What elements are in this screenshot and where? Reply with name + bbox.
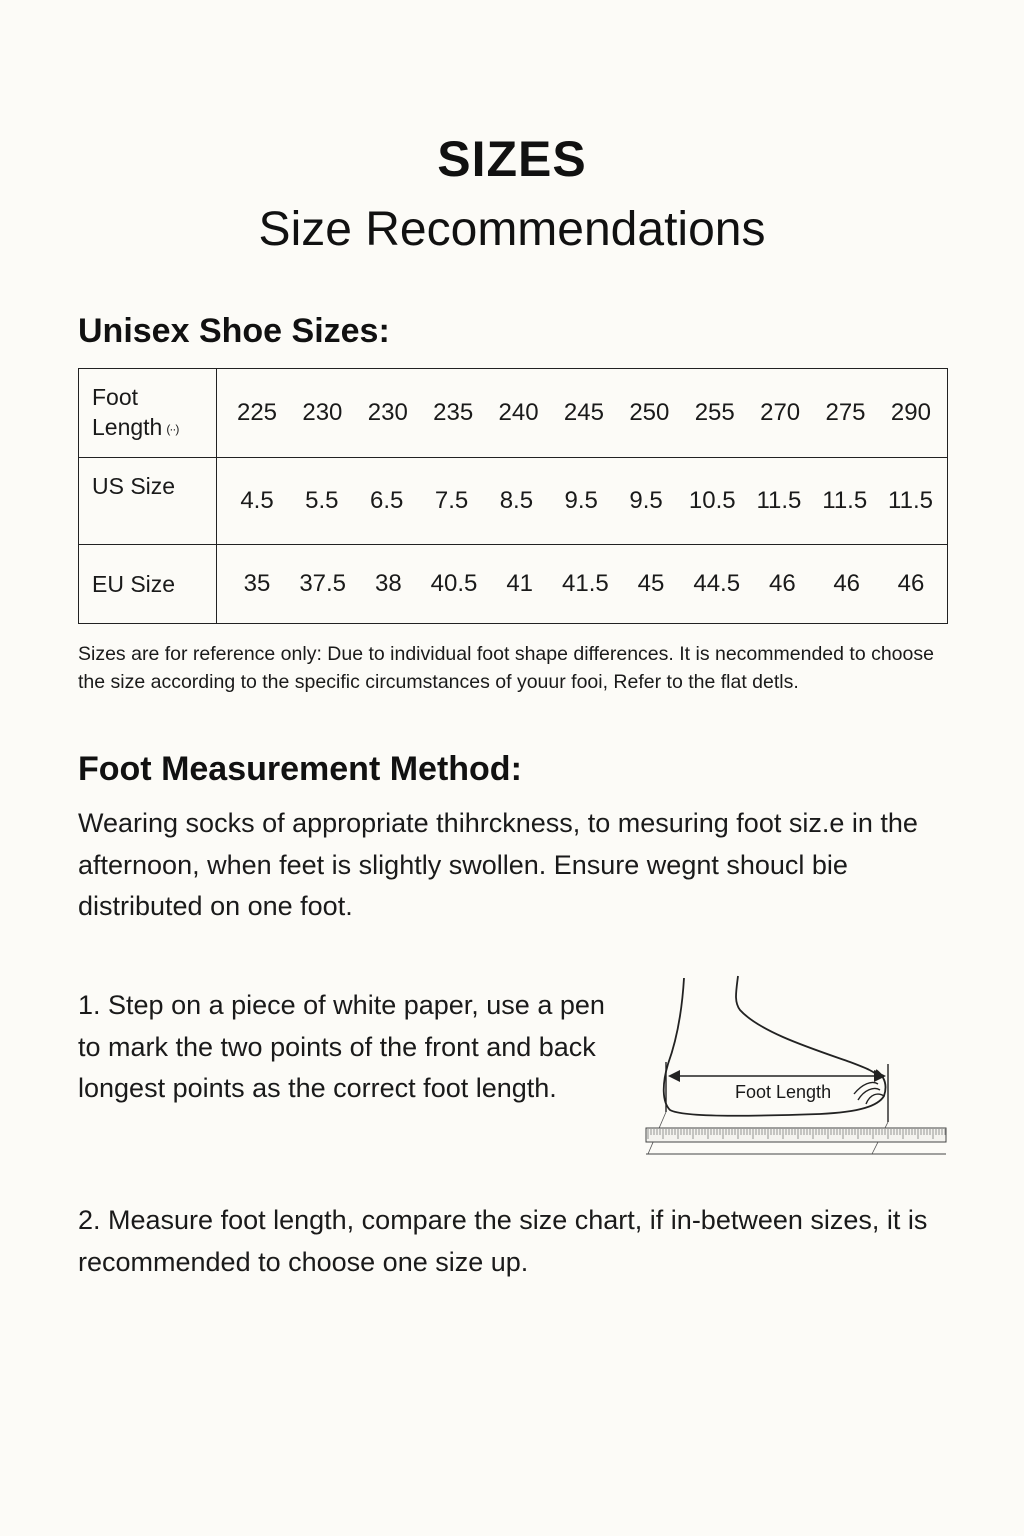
step-2-text: 2. Measure foot length, compare the size chart, if in-between sizes, it is recommended to choose one size up.: [78, 1205, 928, 1277]
table-cell: 46: [897, 570, 925, 597]
row-label-line2: Length: [92, 414, 163, 441]
table-cell: 11.5: [756, 487, 802, 514]
foot-length-label: Foot Length: [735, 1082, 832, 1102]
table-cell: 235: [433, 399, 474, 426]
row-label-foot-length: [79, 369, 217, 458]
page-subtitle: Size Recommendations: [258, 203, 766, 256]
table-cell: 240: [498, 399, 539, 426]
row-values-eu-size: [217, 545, 948, 624]
table-cell: 41: [506, 570, 534, 597]
table-cell: 44.5: [693, 570, 741, 597]
table-cell: 10.5: [688, 487, 736, 514]
values-container: [217, 570, 947, 598]
row-label-line1: Foot: [92, 384, 139, 411]
table-cell: 9.5: [564, 487, 598, 514]
row-label-line1: US Size: [92, 473, 176, 499]
row-values-foot-length: [217, 369, 948, 458]
table-cell: 5.5: [305, 487, 339, 514]
values-container: [217, 487, 947, 515]
row-label-us-size: [79, 458, 217, 545]
table-cell: 41.5: [562, 570, 609, 597]
table-cell: 11.5: [888, 487, 933, 514]
foot-illustration: [640, 972, 950, 1162]
row-label-line1: EU Size: [92, 571, 176, 597]
row-values-us-size: [217, 458, 948, 545]
method-intro-text: Wearing socks of appropriate thihrckness, to mesuring foot siz.e in the afternoon, when feet is slightly swollen. Ensure wegnt shoucl bie distributed on one foot.: [78, 808, 918, 921]
method-section-heading: Foot Measurement Method:: [78, 750, 522, 788]
table-row-foot-length: [79, 369, 948, 458]
table-cell: 9.5: [629, 487, 663, 514]
size-section-heading: Unisex Shoe Sizes:: [78, 312, 390, 350]
table-cell: 40.5: [430, 570, 478, 597]
foot-measurement-diagram: [640, 972, 950, 1162]
step-1-text: 1. Step on a piece of white paper, use a pen to mark the two points of the front and back longest points as the correct foot length.: [78, 990, 605, 1103]
size-table: [78, 368, 948, 624]
table-cell: 46: [769, 570, 796, 597]
row-label-eu-size: [79, 545, 217, 624]
table-row-us-size: [79, 458, 948, 545]
table-cell: 245: [563, 399, 604, 426]
table-cell: 230: [367, 399, 408, 426]
table-cell: 11.5: [822, 487, 868, 514]
table-cell: 290: [890, 399, 931, 426]
table-cell: 45: [637, 570, 665, 597]
table-cell: 35: [243, 570, 271, 597]
values-container: [217, 399, 947, 427]
size-reference-note: Sizes are for reference only: Due to individual foot shape differences. It is necommended to choose the size according to the specific circumstances of youur fooi, Refer to the flat detls.: [78, 643, 934, 693]
table-cell: 4.5: [240, 487, 274, 514]
table-cell: 255: [694, 399, 735, 426]
table-cell: 230: [302, 399, 343, 426]
table-cell: 6.5: [370, 487, 404, 514]
table-cell: 250: [629, 399, 670, 426]
page-title: SIZES: [437, 131, 587, 187]
table-cell: 37.5: [299, 570, 347, 597]
table-cell: 225: [236, 399, 278, 426]
table-cell: 270: [760, 399, 801, 426]
table-cell: 8.5: [499, 487, 534, 514]
table-cell: 38: [374, 570, 402, 597]
table-cell: 7.5: [434, 487, 469, 514]
table-cell: 46: [833, 570, 861, 597]
table-row-eu-size: [79, 545, 948, 624]
unit-glyph: (··): [166, 421, 179, 436]
table-cell: 275: [825, 399, 866, 426]
